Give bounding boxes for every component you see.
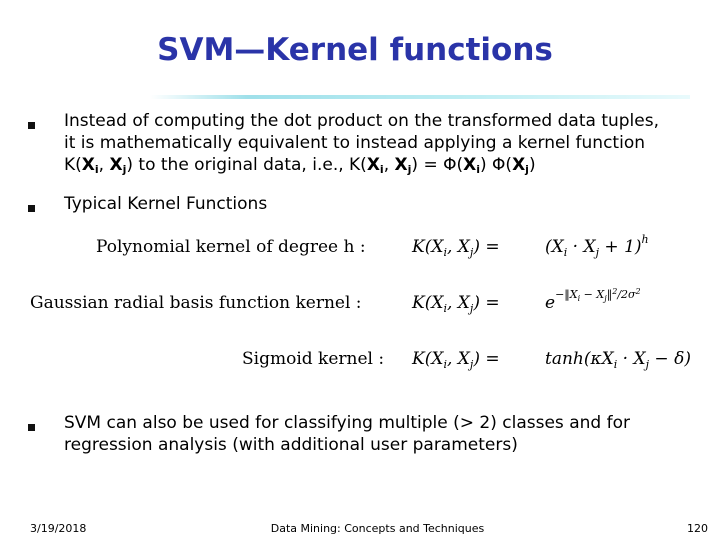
- kernel-formulas-image: [0, 225, 720, 385]
- bullet-3-line-2: regression analysis (with additional user parameters): [64, 435, 518, 455]
- text-phi: ) Φ(: [480, 155, 513, 175]
- sub-j: j: [525, 163, 529, 176]
- sub-i: i: [379, 163, 384, 176]
- sigmoid-kernel-lhs: $K(X_i$, $X_j$) =: [412, 349, 500, 371]
- text-mid: ) to the original data, i.e., K(: [126, 155, 367, 175]
- gaussian-kernel-label: Gaussian radial basis function kernel :: [30, 293, 362, 313]
- sub-j: j: [407, 163, 412, 176]
- gaussian-kernel-lhs: $K(X_i$, $X_j$) =: [412, 293, 500, 315]
- polynomial-kernel-lhs: $K(X_i$, $X_j$) =: [412, 237, 500, 259]
- text-comma: ,: [98, 155, 110, 175]
- polynomial-kernel-rhs: $(X_i \cdot X_j + 1)^h$: [545, 233, 649, 259]
- slide-title: SVM—Kernel functions: [157, 32, 553, 68]
- bullet-1-line-1: Instead of computing the dot product on the transformed data tuples,: [64, 111, 659, 131]
- bullet-3-line-1: SVM can also be used for classifying multiple (> 2) classes and for: [64, 413, 630, 433]
- footer-date: 3/19/2018: [30, 522, 87, 535]
- var-x: X: [463, 155, 477, 175]
- text-k-open: K(: [64, 155, 82, 175]
- footer-title: Data Mining: Concepts and Techniques: [270, 522, 485, 535]
- bullet-marker-3: [28, 424, 35, 431]
- page-number: 120: [687, 522, 708, 535]
- text-eq-phi: ) = Φ(: [411, 155, 464, 175]
- bullet-marker-1: [28, 122, 35, 129]
- polynomial-kernel-label: Polynomial kernel of degree h :: [96, 237, 366, 257]
- gaussian-kernel-rhs: $e^{-‖X}i$ − Xj‖$^2_{/2\sigma}^2$: [545, 287, 641, 313]
- var-x: X: [81, 155, 95, 175]
- var-x: X: [109, 155, 123, 175]
- text-comma: ,: [383, 155, 395, 175]
- title-underline: [150, 95, 690, 99]
- sub-i: i: [94, 163, 99, 176]
- text-close: ): [528, 155, 536, 175]
- sub-j: j: [122, 163, 127, 176]
- var-x: X: [394, 155, 408, 175]
- sigmoid-kernel-label: Sigmoid kernel :: [242, 349, 385, 369]
- bullet-marker-2: [28, 205, 35, 212]
- bullet-3-text: [64, 412, 630, 456]
- sigmoid-kernel-rhs: $\tanh(\kappa X_i \cdot X_j - \delta)$: [545, 349, 691, 371]
- bullet-1-line-2: it is mathematically equivalent to instead applying a kernel function: [64, 133, 645, 153]
- sub-i: i: [476, 163, 480, 176]
- bullet-1-text: [64, 110, 659, 176]
- bullet-1-line-3: [64, 154, 659, 176]
- var-x: X: [512, 155, 526, 175]
- bullet-2-text: Typical Kernel Functions: [64, 194, 268, 214]
- var-x: X: [366, 155, 380, 175]
